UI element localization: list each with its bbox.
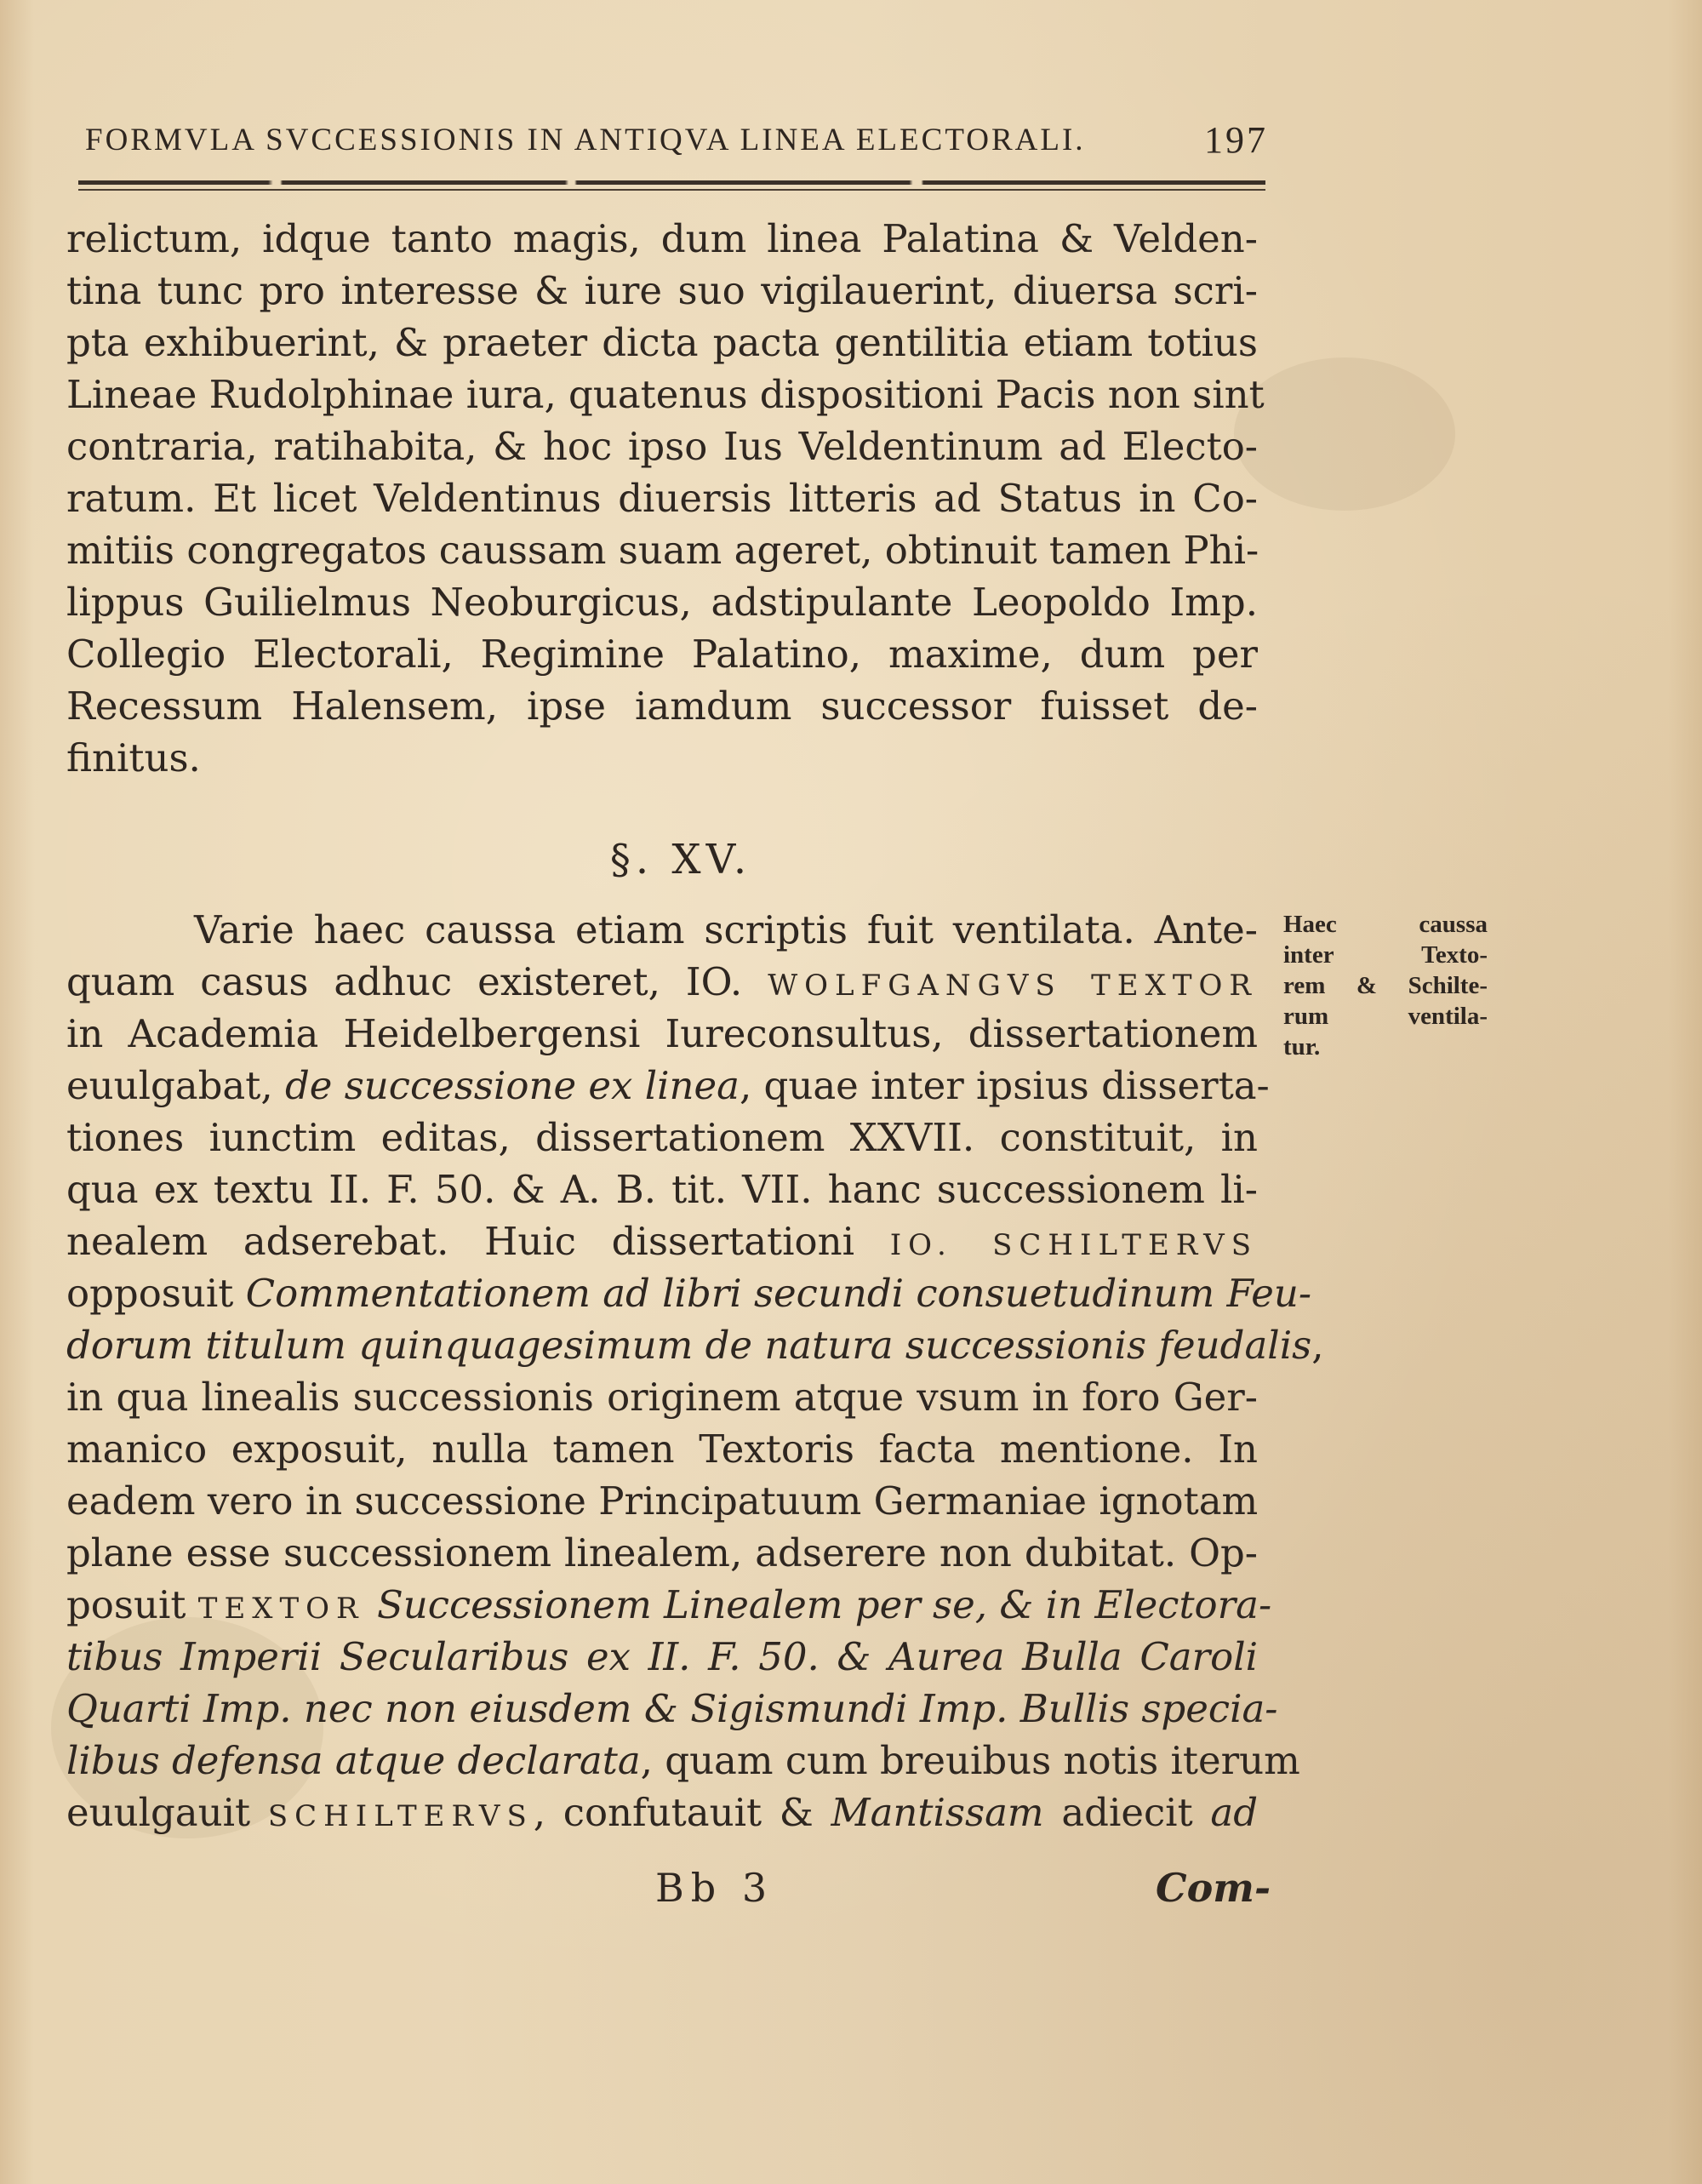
text-run: , confutauit & (533, 1790, 814, 1835)
paper-stain (1234, 357, 1455, 511)
text-line: relictum, idque tanto magis, dum linea Palatina & Velden- (66, 216, 1258, 261)
work-title: libus defensa atque declarata (66, 1738, 641, 1783)
header-rule-thin (78, 189, 1265, 191)
text-line: pta exhibuerint, & praeter dicta pacta gentilitia etiam totius (66, 320, 1258, 365)
text-run: euulgabat, (66, 1063, 273, 1108)
author-name-schilter: SCHILTERVS (267, 1799, 534, 1833)
margin-line: tur. (1283, 1033, 1321, 1061)
text-line (66, 1267, 1312, 1319)
running-head (85, 119, 1268, 162)
section-heading: §. XV. (609, 836, 752, 883)
running-title: FORMVLA SVCCESSIONIS IN ANTIQVA LINEA ELECTORALI. (85, 123, 1086, 157)
text-line: eadem vero in successione Principatuum Germaniae ignotam (66, 1478, 1259, 1524)
text-line: contraria, ratihabita, & hoc ipso Ius Veldentinum ad Electo- (66, 424, 1258, 469)
text-line: Varie haec caussa etiam scriptis fuit ventilata. Ante- (194, 907, 1258, 952)
text-line: qua ex textu II. F. 50. & A. B. tit. VII. hanc successionem li- (66, 1167, 1258, 1212)
author-name-textor: WOLFGANGVS TEXTOR (768, 969, 1258, 1003)
text-line: finitus. (66, 735, 201, 780)
text-run: adiecit (1061, 1790, 1193, 1835)
work-title: de successione ex linea (284, 1063, 740, 1108)
text-run: euulgauit (66, 1790, 251, 1835)
author-name-textor: TEXTOR (197, 1592, 365, 1626)
margin-line: Haec caussa (1283, 911, 1488, 938)
author-name-schilter: IO. SCHILTERVS (889, 1228, 1258, 1262)
text-line: plane esse successionem linealem, adserere non dubitat. Op- (66, 1530, 1258, 1575)
text-run: nealem adserebat. Huic dissertationi (66, 1219, 855, 1264)
text-run: opposuit (66, 1271, 234, 1316)
page-number: 197 (1204, 119, 1268, 161)
text-line: mitiis congregatos caussam suam ageret, obtinuit tamen Phi- (66, 528, 1259, 573)
paragraph-2 (66, 904, 1324, 1838)
paragraph-1 (66, 213, 1265, 784)
margin-line: rem & Schilte- (1283, 972, 1488, 999)
text-line: tibus Imperii Secularibus ex II. F. 50. & Aurea Bulla Caroli (66, 1634, 1258, 1679)
signature-mark: Bb 3 (655, 1865, 774, 1911)
text-line (66, 1579, 1272, 1631)
text-run: quam casus adhuc existeret, IO. (66, 959, 743, 1004)
text-line: tiones iunctim editas, dissertationem XXVII. constituit, in (66, 1115, 1258, 1160)
text-run: posuit (66, 1582, 186, 1627)
work-title: dorum titulum quinquagesimum de natura successionis feudalis (66, 1323, 1312, 1368)
text-line: Quarti Imp. nec non eiusdem & Sigismundi Imp. Bullis specia- (66, 1686, 1278, 1731)
text-line: ratum. Et licet Veldentinus diuersis litteris ad Status in Co- (66, 476, 1258, 521)
work-title: Mantissam (831, 1790, 1044, 1835)
text-run: ad (1210, 1790, 1259, 1835)
text-line (66, 1735, 1300, 1787)
text-line: Lineae Rudolphinae iura, quatenus dispositioni Pacis non sint (66, 372, 1265, 417)
text-line: Recessum Halensem, ipse iamdum successor fuisset de- (66, 683, 1258, 729)
text-run: , quae inter ipsius disserta- (739, 1063, 1270, 1108)
text-line: lippus Guilielmus Neoburgicus, adstipulante Leopoldo Imp. (66, 580, 1258, 625)
work-title: Commentationem ad libri secundi consuetudinum Feu- (245, 1271, 1312, 1316)
text-line (66, 1787, 1258, 1838)
text-run: , (1311, 1323, 1324, 1368)
marginal-note (1283, 909, 1488, 1062)
margin-line: inter Texto- (1283, 941, 1488, 969)
text-line (66, 1215, 1258, 1267)
text-line (66, 956, 1258, 1008)
text-line: in Academia Heidelbergensi Iureconsultus, dissertationem (66, 1011, 1258, 1056)
text-line: tina tunc pro interesse & iure suo vigilauerint, diuersa scri- (66, 268, 1258, 313)
text-line: in qua linealis successionis originem atque vsum in foro Ger- (66, 1375, 1258, 1420)
margin-line: rum ventila- (1283, 1003, 1488, 1030)
work-title: Successionem Linealem per se, & in Electora- (376, 1582, 1272, 1627)
text-line (66, 1060, 1270, 1112)
text-line: Collegio Electorali, Regimine Palatino, maxime, dum per (66, 632, 1258, 677)
text-line (66, 1319, 1324, 1371)
catchword: Com- (1156, 1865, 1271, 1911)
header-rule (78, 180, 1265, 185)
text-line: manico exposuit, nulla tamen Textoris facta mentione. In (66, 1426, 1258, 1472)
text-run: , quam cum breuibus notis iterum (640, 1738, 1300, 1783)
